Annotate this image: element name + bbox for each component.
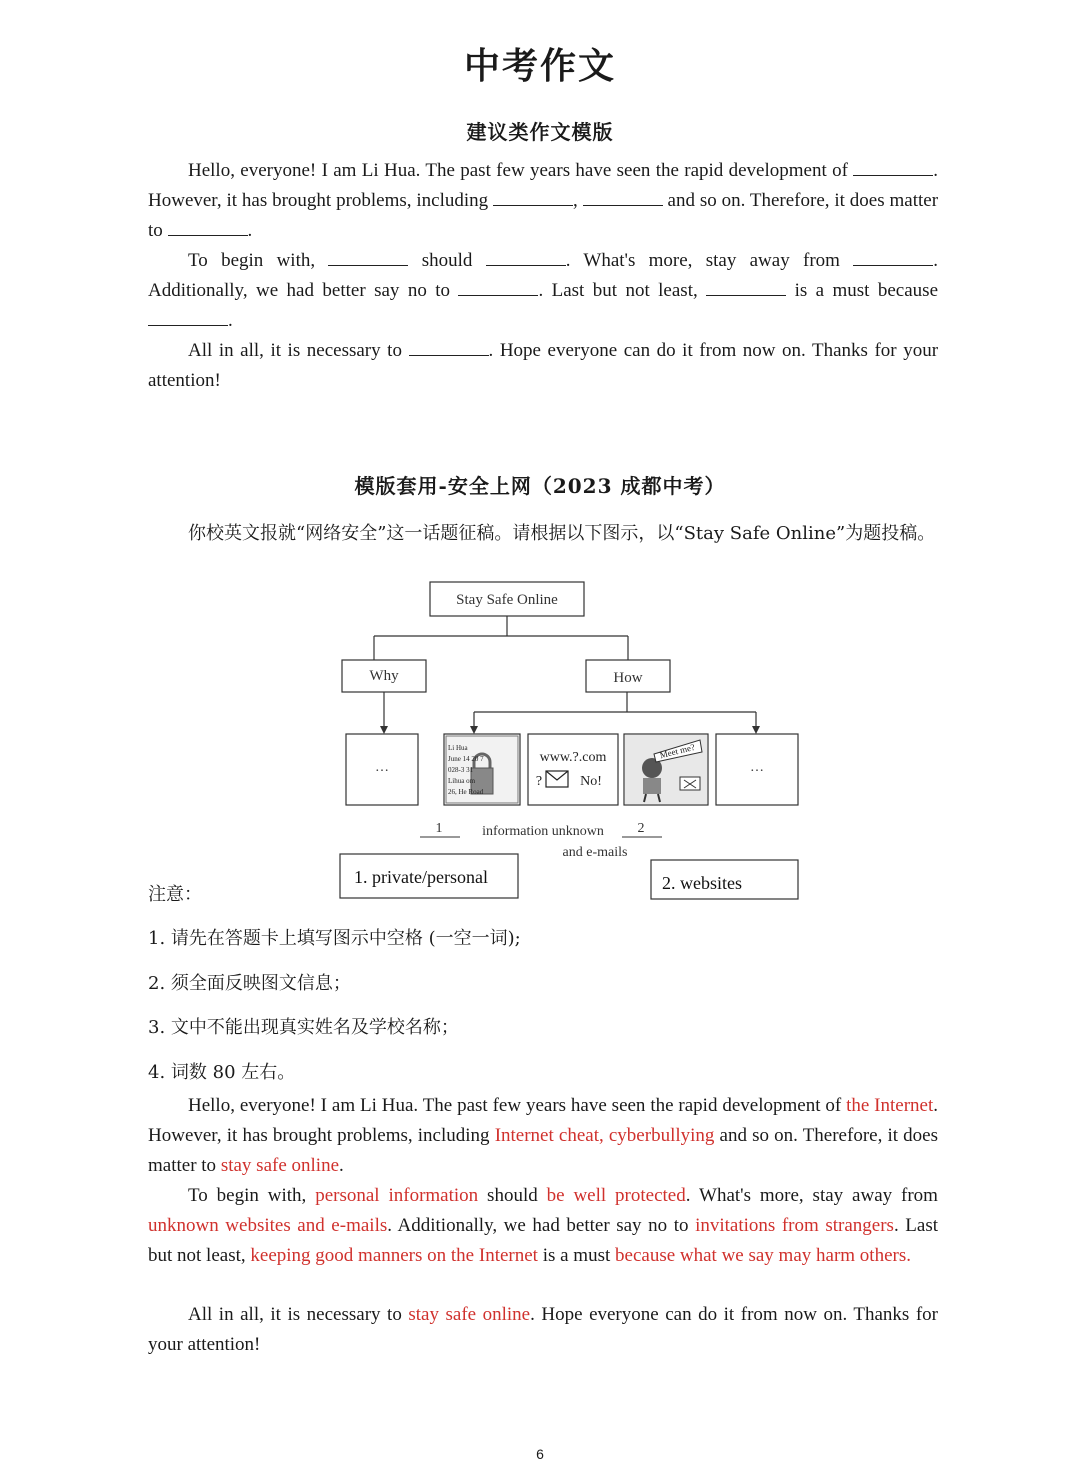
arrowheads: [380, 726, 760, 734]
text: ,: [573, 190, 578, 211]
text: Hello, everyone! I am Li Hua. The past few years have seen the rapid development of: [188, 1095, 847, 1116]
text: is a must because: [794, 280, 939, 301]
essay-paragraph-2: [148, 1181, 938, 1271]
blank-line: [409, 339, 489, 356]
text: . What's more, stay away from: [685, 1185, 938, 1206]
page-number: 6: [536, 1446, 544, 1462]
answer-text: be well protected: [546, 1185, 686, 1206]
template-paragraph-2: [148, 246, 938, 336]
blank-line: [148, 309, 228, 326]
answer-text: stay safe online: [220, 1155, 339, 1176]
answer-1: 1. private/personal: [354, 867, 488, 887]
stay-safe-diagram: [336, 578, 816, 908]
blank-line: [493, 189, 573, 206]
answer-text: because what we say may harm others.: [615, 1245, 911, 1266]
id-line: 26, He Road: [448, 788, 484, 796]
text: . Additionally, we had better say no to: [387, 1215, 696, 1236]
text: All in all, it is necessary to: [188, 340, 402, 361]
root-label: Stay Safe Online: [456, 592, 558, 608]
answer-text: Internet cheat, cyberbullying: [494, 1125, 715, 1146]
text: and so on. Therefore, it does matter to: [148, 190, 939, 241]
stranger-figure-icon: [625, 735, 707, 804]
writing-prompt: 你校英文报就“网络安全”这一话题征稿。请根据以下图示，以“Stay Safe Online”为题投稿。: [188, 523, 936, 544]
text: . However, it has brought problems, including: [148, 160, 938, 211]
text: . Additionally, we had better say no to: [148, 250, 938, 301]
page-title: 中考作文: [463, 46, 616, 87]
essay-paragraph-3: [148, 1300, 938, 1360]
text: To begin with,: [188, 1185, 316, 1206]
note-item: 2. 须全面反映图文信息；: [148, 973, 351, 994]
url-label: www.?.com: [539, 750, 607, 765]
answer-text: the Internet: [846, 1095, 934, 1116]
note-item: 4. 词数 80 左右。: [148, 1062, 296, 1083]
text: To begin with,: [188, 250, 316, 271]
how-label: How: [613, 670, 643, 686]
text: .: [228, 310, 233, 331]
essay-paragraph-1: [148, 1091, 938, 1181]
answer-text: invitations from strangers: [695, 1215, 894, 1236]
meet-bubble-text: Meet me?: [658, 741, 696, 761]
answer-text: keeping good manners on the Internet: [250, 1245, 538, 1266]
text: . Last but not least,: [148, 1215, 939, 1266]
website-box: [528, 734, 618, 805]
text: . Hope everyone can do it from now on. Thanks for your attention!: [148, 340, 939, 391]
url-no: No!: [580, 774, 602, 789]
text: should: [421, 250, 473, 271]
text: . Hope everyone can do it from now on. Thanks for your attention!: [148, 1304, 939, 1355]
id-line: 028-3 31: [448, 766, 474, 774]
id-line: June 14 20 7: [448, 755, 484, 763]
answer-text: personal information: [315, 1185, 479, 1206]
url-question: ?: [535, 774, 543, 789]
text: . Last but not least,: [538, 280, 698, 301]
template-paragraph-1: [148, 156, 938, 246]
caption-blank-1: 1: [435, 821, 443, 836]
answer-2: 2. websites: [662, 873, 742, 893]
blank-line: [486, 249, 566, 266]
text: . However, it has brought problems, including: [148, 1095, 938, 1146]
applied-heading: 模版套用-安全上网（2023 成都中考）: [354, 474, 726, 498]
blank-line: [853, 249, 933, 266]
text: .: [339, 1155, 344, 1176]
note-item: 3. 文中不能出现真实姓名及学校名称；: [148, 1017, 459, 1038]
id-line: Lihua om: [448, 777, 476, 785]
text: .: [247, 220, 253, 241]
template-heading: 建议类作文模版: [466, 120, 614, 144]
answer-text: unknown websites and e-mails: [148, 1215, 388, 1236]
note-item: 1. 请先在答题卡上填写图示中空格 (一空一词);: [148, 928, 521, 949]
text: should: [478, 1185, 547, 1206]
caption-middle: information unknown: [482, 824, 604, 839]
blank-line: [706, 279, 786, 296]
text: Hello, everyone! I am Li Hua. The past few years have seen the rapid development of: [188, 160, 848, 181]
blank-line: [853, 159, 933, 176]
why-label: Why: [369, 668, 399, 684]
text: is a must: [537, 1245, 616, 1266]
caption-line-2: and e-mails: [562, 845, 628, 860]
notes-label: 注意：: [148, 884, 202, 905]
email-icon: [546, 771, 568, 787]
why-unknown-label: …: [375, 760, 389, 775]
caption-blank-2: 2: [637, 821, 645, 836]
id-line: Li Hua: [448, 744, 468, 752]
blank-line: [168, 219, 248, 236]
text: and so on. Therefore, it does matter to: [148, 1125, 938, 1176]
blank-line: [328, 249, 408, 266]
blank-line: [458, 279, 538, 296]
text: . What's more, stay away from: [565, 250, 840, 271]
text: All in all, it is necessary to: [188, 1304, 409, 1325]
answer-text: stay safe online: [408, 1304, 531, 1325]
template-paragraph-3: [148, 336, 938, 396]
how-unknown-label: …: [750, 760, 764, 775]
blank-line: [583, 189, 663, 206]
